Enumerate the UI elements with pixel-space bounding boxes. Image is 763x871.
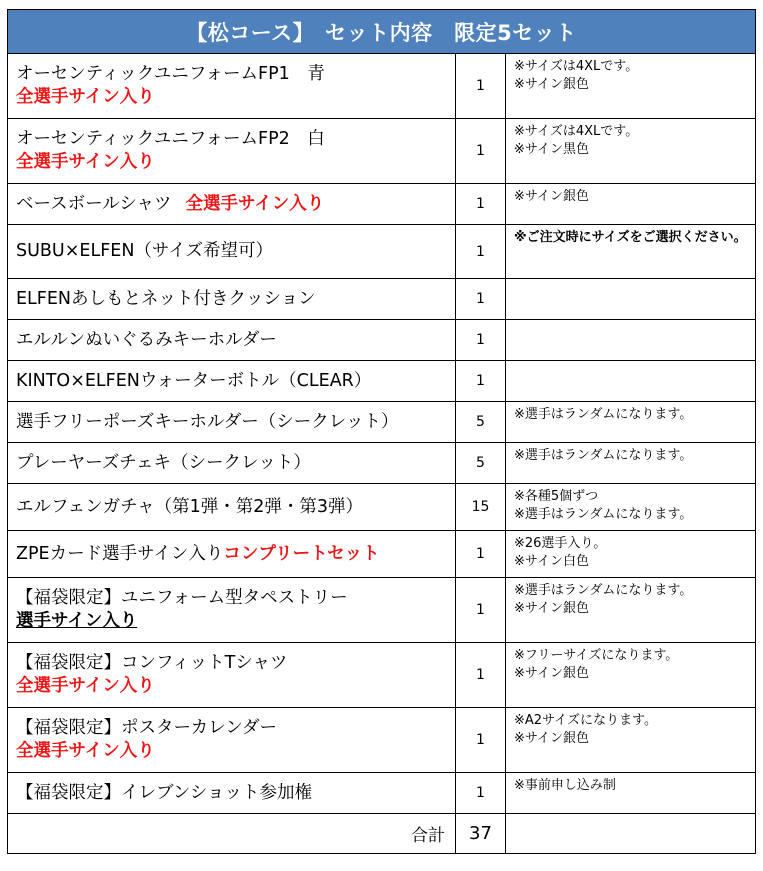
item-notes-cell (506, 361, 756, 402)
item-name-cell (8, 708, 456, 773)
item-quantity: 1 (456, 531, 506, 578)
item-note: ※サイズは4XLです。 (514, 59, 639, 74)
table-row (8, 184, 756, 225)
table-row (8, 402, 756, 443)
item-name-cell (8, 773, 456, 814)
item-name-cell (8, 361, 456, 402)
item-notes-cell (506, 184, 756, 225)
item-quantity: 1 (456, 643, 506, 708)
item-name: KINTO×ELFENウォーターボトル（CLEAR） (16, 370, 372, 391)
item-note: ※選手はランダムになります。 (514, 583, 693, 598)
total-label: 合計 (8, 814, 456, 854)
item-name-cell (8, 119, 456, 184)
item-note: ※各種5個ずつ (514, 489, 599, 504)
item-signature-note: 全選手サイン入り (16, 152, 155, 172)
table-header: 【松コース】 セット内容 限定5セット (8, 10, 756, 54)
item-notes-cell (506, 643, 756, 708)
table-row (8, 119, 756, 184)
item-highlight: 全選手サイン入り (185, 193, 325, 214)
item-notes-cell (506, 531, 756, 578)
item-name-cell (8, 184, 456, 225)
item-note: ※サイン白色 (514, 554, 589, 569)
item-quantity: 5 (456, 443, 506, 484)
item-name: エルルンぬいぐるみキーホルダー (16, 329, 277, 350)
total-note-cell (506, 814, 756, 854)
item-name: ELFENあしもとネット付きクッション (16, 288, 316, 309)
item-note: ※サイン銀色 (514, 77, 589, 92)
item-note: ※サイン銀色 (514, 601, 589, 616)
item-notes-cell (506, 402, 756, 443)
item-note: ※サイン黒色 (514, 142, 589, 157)
item-name-cell (8, 484, 456, 531)
item-notes-cell (506, 320, 756, 361)
item-note: ※26選手入り。 (514, 536, 607, 551)
table-row (8, 54, 756, 119)
item-quantity: 1 (456, 54, 506, 119)
item-quantity: 1 (456, 708, 506, 773)
table-row (8, 320, 756, 361)
item-name: 【福袋限定】ポスターカレンダー (16, 718, 278, 738)
item-highlight: コンプリートセット (223, 543, 380, 564)
item-name-cell (8, 578, 456, 643)
item-note: ※フリーサイズになります。 (514, 648, 679, 663)
item-note: ※サイズは4XLです。 (514, 124, 639, 139)
item-name-cell (8, 54, 456, 119)
item-notes-cell (506, 279, 756, 320)
item-note: ※ご注文時にサイズをご選択ください。 (514, 230, 747, 245)
item-name: プレーヤーズチェキ（シークレット） (16, 452, 311, 473)
total-value: 37 (456, 814, 506, 854)
item-notes-cell (506, 119, 756, 184)
item-quantity: 5 (456, 402, 506, 443)
item-name: SUBU×ELFEN（サイズ希望可） (16, 241, 274, 261)
item-notes-cell (506, 484, 756, 531)
table-row (8, 708, 756, 773)
item-name-cell (8, 643, 456, 708)
total-row (8, 814, 756, 854)
set-contents-table (7, 9, 756, 854)
item-notes-cell (506, 708, 756, 773)
item-name: 【福袋限定】コンフィットTシャツ (16, 653, 288, 673)
item-signature-note: 全選手サイン入り (16, 741, 155, 761)
item-note: ※選手はランダムになります。 (514, 448, 693, 463)
item-notes-cell (506, 578, 756, 643)
item-notes-cell (506, 54, 756, 119)
item-note: ※A2サイズになります。 (514, 713, 657, 728)
item-note: ※サイン銀色 (514, 666, 589, 681)
item-name-cell (8, 225, 456, 279)
item-quantity: 1 (456, 578, 506, 643)
table-row (8, 225, 756, 279)
item-quantity: 1 (456, 773, 506, 814)
item-note: ※選手はランダムになります。 (514, 407, 693, 422)
item-name-cell (8, 320, 456, 361)
item-name: ZPEカード選手サイン入り (16, 543, 224, 564)
table-row (8, 443, 756, 484)
item-quantity: 1 (456, 361, 506, 402)
item-quantity: 1 (456, 119, 506, 184)
item-name: エルフェンガチャ（第1弾・第2弾・第3弾） (16, 496, 364, 517)
item-name: 【福袋限定】ユニフォーム型タペストリー (16, 588, 348, 608)
item-name-cell (8, 402, 456, 443)
table-body (8, 54, 756, 814)
item-quantity: 1 (456, 320, 506, 361)
table-row (8, 279, 756, 320)
item-notes-cell (506, 225, 756, 279)
item-signature-note: 全選手サイン入り (16, 87, 155, 107)
item-note: ※サイン銀色 (514, 189, 589, 204)
item-notes-cell (506, 773, 756, 814)
item-name: ベースボールシャツ (16, 193, 172, 214)
table-row (8, 578, 756, 643)
item-name: オーセンティックユニフォームFP2 白 (16, 129, 325, 149)
item-notes-cell (506, 443, 756, 484)
item-name: 選手フリーポーズキーホルダー（シークレット） (16, 411, 399, 432)
item-name: オーセンティックユニフォームFP1 青 (16, 64, 325, 84)
item-note: ※事前申し込み制 (514, 778, 616, 793)
item-name-cell (8, 531, 456, 578)
item-note: ※選手はランダムになります。 (514, 507, 693, 522)
table-row (8, 643, 756, 708)
item-quantity: 15 (456, 484, 506, 531)
item-name: 【福袋限定】イレブンショット参加権 (16, 782, 313, 803)
item-quantity: 1 (456, 225, 506, 279)
item-name-cell (8, 443, 456, 484)
table-row (8, 531, 756, 578)
item-signature-note: 選手サイン入り (16, 611, 138, 631)
item-signature-note: 全選手サイン入り (16, 676, 155, 696)
item-name-cell (8, 279, 456, 320)
table-row (8, 773, 756, 814)
item-note: ※サイン銀色 (514, 731, 589, 746)
item-quantity: 1 (456, 184, 506, 225)
item-quantity: 1 (456, 279, 506, 320)
table-row (8, 361, 756, 402)
table-row (8, 484, 756, 531)
